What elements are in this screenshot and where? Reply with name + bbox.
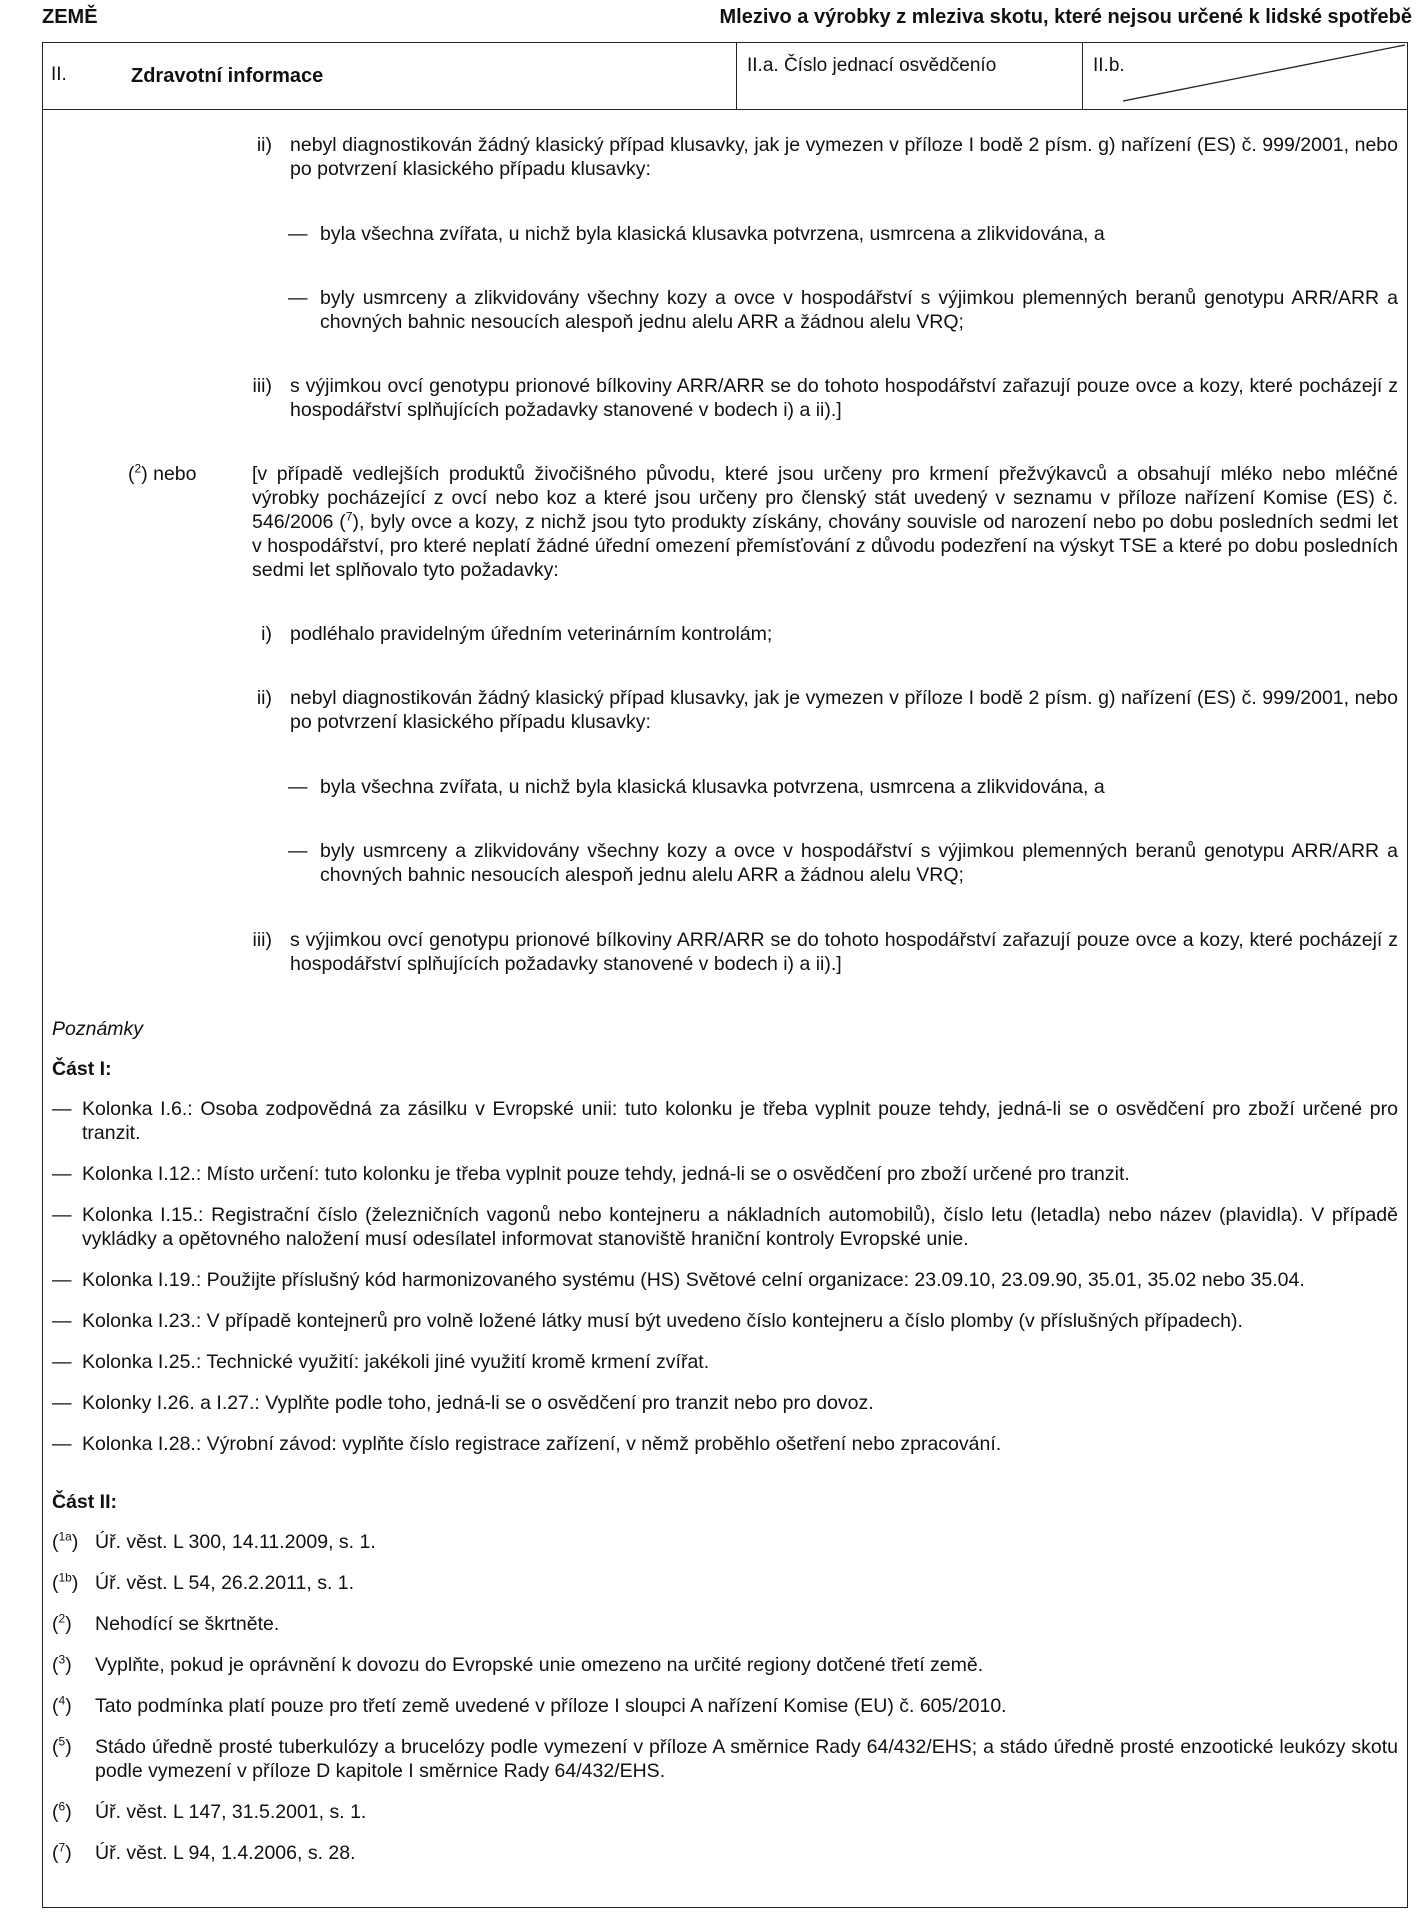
dash-bullet: — xyxy=(52,1433,72,1455)
alt-item-ii-text: nebyl diagnostikován žádný klasický případ klusavky, jak je vymezen v příloze I bodě 2 písm. g) nařízení (ES) č. 999/2001, nebo po potvrzení klasického případu klusavky: xyxy=(290,687,1398,733)
part-1-note-item: Kolonka I.15.: Registrační číslo (železničních vagonů nebo kontejneru a nákladních automobilů), číslo letu (letadla) nebo název (plavidla). V případě vykládky a opětovného naložení musí odesílatel informovat stanoviště hraniční kontroly Evropské unie. xyxy=(82,1204,1398,1250)
dash-bullet: — xyxy=(52,1204,72,1226)
item-iii-label: iii) xyxy=(252,375,272,397)
footnote-mark: ($^{1a}$) xyxy=(52,1529,79,1553)
footnote-text: Nehodící se škrtněte. xyxy=(95,1613,280,1635)
dash-item-1: byla všechna zvířata, u nichž byla klasická klusavka potvrzena, usmrcena a zlikvidována, a xyxy=(320,223,1105,245)
part-1-note-item: Kolonka I.28.: Výrobní závod: vyplňte číslo registrace zařízení, v němž proběhlo ošetření nebo zpracování. xyxy=(82,1433,1002,1455)
dash-bullet: — xyxy=(52,1392,72,1414)
alt-item-i-text: podléhalo pravidelným úředním veterinárním kontrolám; xyxy=(290,623,773,645)
alternative-marker: ($^2$) nebo xyxy=(128,461,197,485)
dash-bullet: — xyxy=(288,287,308,309)
reference-number-cell xyxy=(737,43,1083,109)
iib-diagonal-line xyxy=(1083,43,1408,109)
footnote-mark: ($^{1b}$) xyxy=(52,1570,79,1594)
item-ii-text: nebyl diagnostikován žádný klasický případ klusavky, jak je vymezen v příloze I bodě 2 písm. g) nařízení (ES) č. 999/2001, nebo po potvrzení klasického případu klusavky: xyxy=(290,134,1398,180)
part-1-note-item: Kolonka I.12.: Místo určení: tuto kolonku je třeba vyplnit pouze tehdy, jedná-li se o osvědčení pro zboží určené pro tranzit. xyxy=(82,1163,1130,1185)
country-label: ZEMĚ xyxy=(42,6,98,28)
part-1-note-item: Kolonky I.26. a I.27.: Vyplňte podle toho, jedná-li se o osvědčení pro tranzit nebo pro dovoz. xyxy=(82,1392,874,1414)
footnote-text: Tato podmínka platí pouze pro třetí země uvedené v příloze I sloupci A nařízení Komise (EU) č. 605/2010. xyxy=(95,1695,1007,1717)
dash-bullet: — xyxy=(52,1269,72,1291)
part-1-note-item: Kolonka I.23.: V případě kontejnerů pro volně ložené látky musí být uvedeno číslo kontejneru a číslo plomby (v příslušných případech). xyxy=(82,1310,1243,1332)
notes-heading: Poznámky xyxy=(52,1018,144,1040)
dash-bullet: — xyxy=(288,776,308,798)
part-2-title: Část II: xyxy=(52,1491,118,1513)
part-1-note-item: Kolonka I.19.: Použijte příslušný kód harmonizovaného systému (HS) Světové celní organizace: 23.09.10, 23.09.90, 35.01, 35.02 nebo 35.04. xyxy=(82,1269,1305,1291)
dash-bullet: — xyxy=(288,223,308,245)
dash-bullet: — xyxy=(52,1351,72,1373)
footnote-text: Úř. věst. L 54, 26.2.2011, s. 1. xyxy=(95,1572,355,1594)
part-1-note-item: Kolonka I.6.: Osoba zodpovědná za zásilku v Evropské unii: tuto kolonku je třeba vyplnit pouze tehdy, jedná-li se o osvědčení pro zboží určené pro tranzit. xyxy=(82,1098,1398,1144)
footnote-mark: ($^2$) xyxy=(52,1611,72,1635)
reference-number-label: II.a. Číslo jednací osvědčenío xyxy=(747,55,997,76)
alt-item-iii-label: iii) xyxy=(252,929,272,951)
footnote-mark: ($^4$) xyxy=(52,1693,72,1717)
alt-item-iii-text: s výjimkou ovcí genotypu prionové bílkoviny ARR/ARR se do tohoto hospodářství zařazují pouze ovce a kozy, které pocházejí z hospodářství splňujících požadavky stanovené v bodech i) a ii).] xyxy=(290,929,1398,975)
iib-cell xyxy=(1083,43,1408,109)
footnote-text: Úř. věst. L 300, 14.11.2009, s. 1. xyxy=(95,1531,376,1553)
item-ii-label: ii) xyxy=(256,134,272,156)
footnote-text: Stádo úředně prosté tuberkulózy a brucelózy podle vymezení v příloze A směrnice Rady 64/432/EHS; a stádo úředně prosté enzootické leukózy skotu podle vymezení v příloze D kapitole I směrnice Rady 64/432/EHS. xyxy=(95,1736,1398,1782)
alt-item-ii-label: ii) xyxy=(256,687,272,709)
alt-dash-item-2: byly usmrceny a zlikvidovány všechny kozy a ovce v hospodářství s výjimkou plemenných beranů genotypu ARR/ARR a chovných bahnic nesoucích alespoň jednu alelu ARR a žádnou alelu VRQ; xyxy=(320,840,1398,886)
footnote-text: Úř. věst. L 147, 31.5.2001, s. 1. xyxy=(95,1801,367,1823)
dash-item-2: byly usmrceny a zlikvidovány všechny kozy a ovce v hospodářství s výjimkou plemenných beranů genotypu ARR/ARR a chovných bahnic nesoucích alespoň jednu alelu ARR a žádnou alelu VRQ; xyxy=(320,287,1398,333)
table-header xyxy=(43,43,1407,110)
footnote-mark: ($^3$) xyxy=(52,1652,72,1676)
alt-item-i-label: i) xyxy=(261,623,272,645)
alternative-intro-text: [v případě vedlejších produktů živočišného původu, které jsou určeny pro krmení přežvýkavců a obsahují mléko nebo mléčné výrobky pocházející z ovcí nebo koz a které jsou určeny pro členský stát uvedený v seznamu v příloze nařízení Komise (ES) č. 546/2006 ($^7$), byly ovce a kozy, z nichž jsou tyto produkty získány, chovány souvisle od narození nebo po dobu posledních sedmi let v hospodářství, pro které neplatí žádné úřední omezení přemísťování z důvodu podezření na výskyt TSE a které po dobu posledních sedmi let splňovalo tyto požadavky: xyxy=(252,463,1398,581)
dash-bullet: — xyxy=(52,1163,72,1185)
section-title: Zdravotní informace xyxy=(131,65,324,87)
iib-label: II.b. xyxy=(1093,55,1125,76)
dash-bullet: — xyxy=(52,1310,72,1332)
footnote-mark: ($^5$) xyxy=(52,1734,72,1758)
footnote-mark: ($^6$) xyxy=(52,1799,72,1823)
item-iii-text: s výjimkou ovcí genotypu prionové bílkoviny ARR/ARR se do tohoto hospodářství zařazují pouze ovce a kozy, které pocházejí z hospodářství splňujících požadavky stanovené v bodech i) a ii).] xyxy=(290,375,1398,421)
part-1-note-item: Kolonka I.25.: Technické využití: jakékoli jiné využití kromě krmení zvířat. xyxy=(82,1351,710,1373)
section-number: II. xyxy=(51,64,67,85)
footnote-text: Vyplňte, pokud je oprávnění k dovozu do Evropské unie omezeno na určité regiony dotčené třetí země. xyxy=(95,1654,984,1676)
section-cell xyxy=(43,43,737,109)
part-1-title: Část I: xyxy=(52,1058,112,1080)
footnote-text: Úř. věst. L 94, 1.4.2006, s. 28. xyxy=(95,1842,356,1864)
dash-bullet: — xyxy=(288,840,308,862)
document-title: Mlezivo a výrobky z mleziva skotu, které nejsou určené k lidské spotřebě xyxy=(719,6,1412,28)
footnote-mark: ($^7$) xyxy=(52,1840,72,1864)
alt-dash-item-1: byla všechna zvířata, u nichž byla klasická klusavka potvrzena, usmrcena a zlikvidována, a xyxy=(320,776,1105,798)
dash-bullet: — xyxy=(52,1098,72,1120)
